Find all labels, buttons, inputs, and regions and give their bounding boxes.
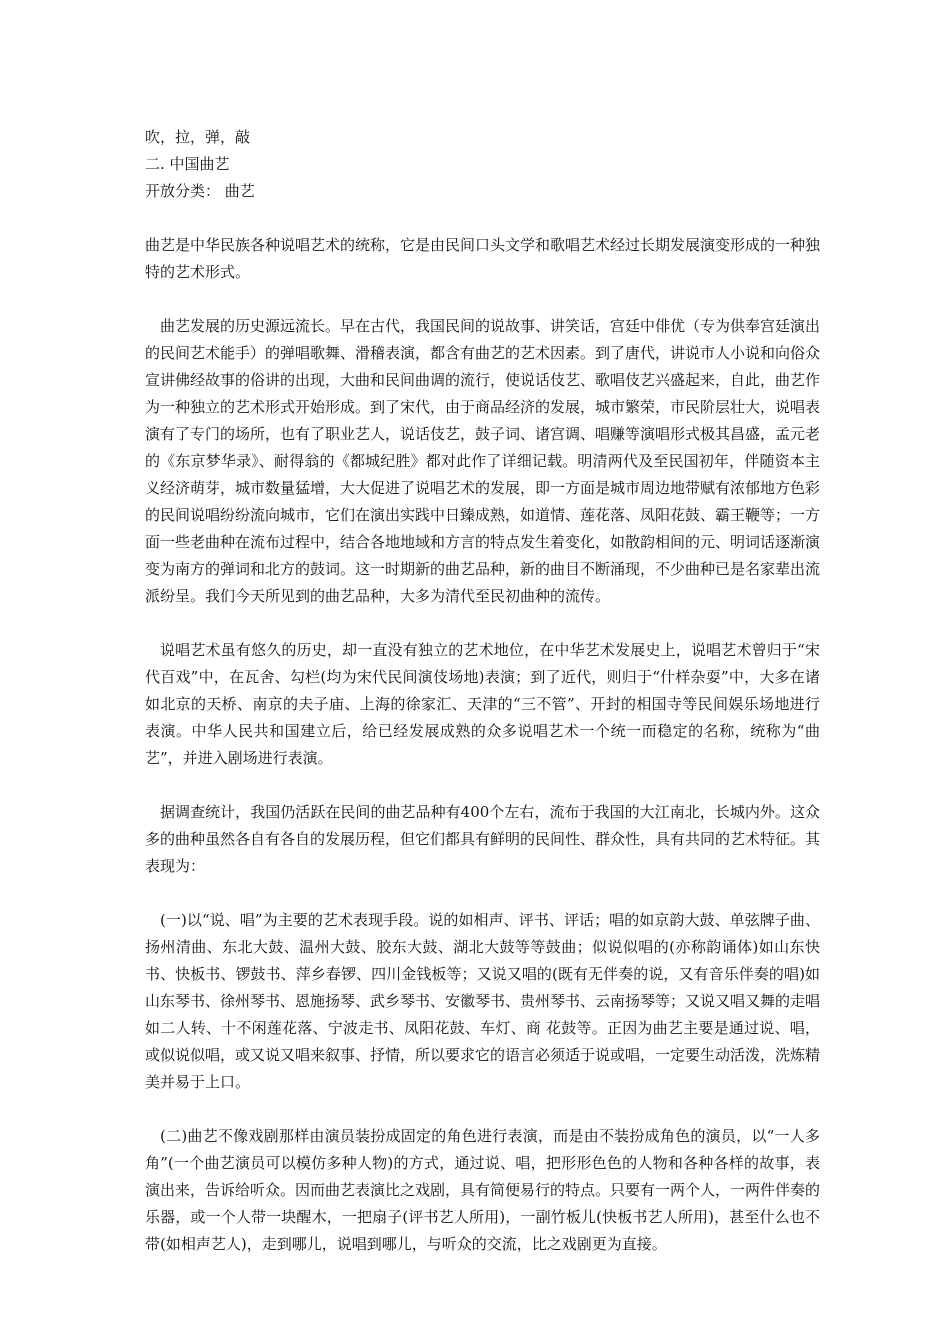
section-title: 二. 中国曲艺 (145, 155, 230, 173)
heading-instruments: 吹，拉，弹，敲 (145, 128, 251, 146)
paragraph-status: 说唱艺术虽有悠久的历史，却一直没有独立的艺术地位，在中华艺术发展史上，说唱艺术曾归于“宋代百戏”中，在瓦舍、勾栏(均为宋代民间演伎场地)表演；到了近代，则归于“什样杂耍”中，大多在诸如北京的天桥、南京的夫子庙、上海的徐家汇、天津的“三不管”、开封的相国寺等民间娱乐场地进行表演。中华人民共和国建立后，给已经发展成熟的众多说唱艺术一个统一而稳定的名称，统称为“曲艺”，并进入剧场进行表演。 (145, 641, 820, 767)
category-line: 开放分类： 曲艺 (145, 182, 255, 200)
paragraph-feature-two: (二)曲艺不像戏剧那样由演员装扮成固定的角色进行表演，而是由不装扮成角色的演员，以“一人多角”(一个曲艺演员可以模仿多种人物)的方式，通过说、唱，把形形色色的人物和各种各样的故事，表演出来，告诉给听众。因而曲艺表演比之戏剧，具有简便易行的特点。只要有一两个人，一两件伴奏的乐器，或一个人带一块醒木，一把扇子(评书艺人所用)，一副竹板儿(快板书艺人所用)，甚至什么也不带(如相声艺人)，走到哪儿，说唱到哪儿，与听众的交流，比之戏剧更为直接。 (145, 1127, 821, 1253)
spacer (145, 880, 820, 907)
spacer (145, 1096, 820, 1123)
spacer (145, 772, 820, 799)
document-page (145, 124, 820, 1258)
paragraph-statistics: 据调查统计，我国仍活跃在民间的曲艺品种有400个左右，流布于我国的大江南北，长城内外。这众多的曲种虽然各自有各自的发展历程，但它们都具有鲜明的民间性、群众性，具有共同的艺术特征。其表现为： (145, 803, 821, 875)
spacer (145, 205, 820, 232)
paragraph-definition: 曲艺是中华民族各种说唱艺术的统称，它是由民间口头文学和歌唱艺术经过长期发展演变形成的一种独特的艺术形式。 (145, 236, 821, 281)
spacer (145, 610, 820, 637)
spacer (145, 286, 820, 313)
paragraph-history: 曲艺发展的历史源远流长。早在古代，我国民间的说故事、讲笑话，宫廷中俳优（专为供奉宫廷演出的民间艺术能手）的弹唱歌舞、滑稽表演，都含有曲艺的艺术因素。到了唐代，讲说市人小说和向俗众宣讲佛经故事的俗讲的出现，大曲和民间曲调的流行，使说话伎艺、歌唱伎艺兴盛起来，自此，曲艺作为一种独立的艺术形式开始形成。到了宋代，由于商品经济的发展，城市繁荣，市民阶层壮大，说唱表演有了专门的场所，也有了职业艺人，说话伎艺，鼓子词、诸宫调、唱赚等演唱形式极其昌盛，孟元老的《东京梦华录》、耐得翁的《都城纪胜》都对此作了详细记载。明清两代及至民国初年，伴随资本主义经济萌芽，城市数量猛增，大大促进了说唱艺术的发展，即一方面是城市周边地带赋有浓郁地方色彩的民间说唱纷纷流向城市，它们在演出实践中日臻成熟，如道情、莲花落、凤阳花鼓、霸王鞭等；一方面一些老曲种在流布过程中，结合各地地域和方言的特点发生着变化，如散韵相间的元、明词话逐渐演变为南方的弹词和北方的鼓词。这一时期新的曲艺品种，新的曲目不断涌现，不少曲种已是名家辈出流派纷呈。我们今天所见到的曲艺品种，大多为清代至民初曲种的流传。 (145, 317, 821, 605)
paragraph-feature-one: (一)以“说、唱”为主要的艺术表现手段。说的如相声、评书、评话；唱的如京韵大鼓、单弦牌子曲、扬州清曲、东北大鼓、温州大鼓、胶东大鼓、湖北大鼓等等鼓曲；似说似唱的(亦称韵诵体)如山东快书、快板书、锣鼓书、萍乡春锣、四川金钱板等；又说又唱的(既有无伴奏的说，又有音乐伴奏的唱)如山东琴书、徐州琴书、恩施扬琴、武乡琴书、安徽琴书、贵州琴书、云南扬琴等；又说又唱又舞的走唱如二人转、十不闲莲花落、宁波走书、凤阳花鼓、车灯、商 花鼓等。正因为曲艺主要是通过说、唱，或似说似唱，或又说又唱来叙事、抒情，所以要求它的语言必须适于说或唱，一定要生动活泼，洗炼精美并易于上口。 (145, 911, 821, 1091)
